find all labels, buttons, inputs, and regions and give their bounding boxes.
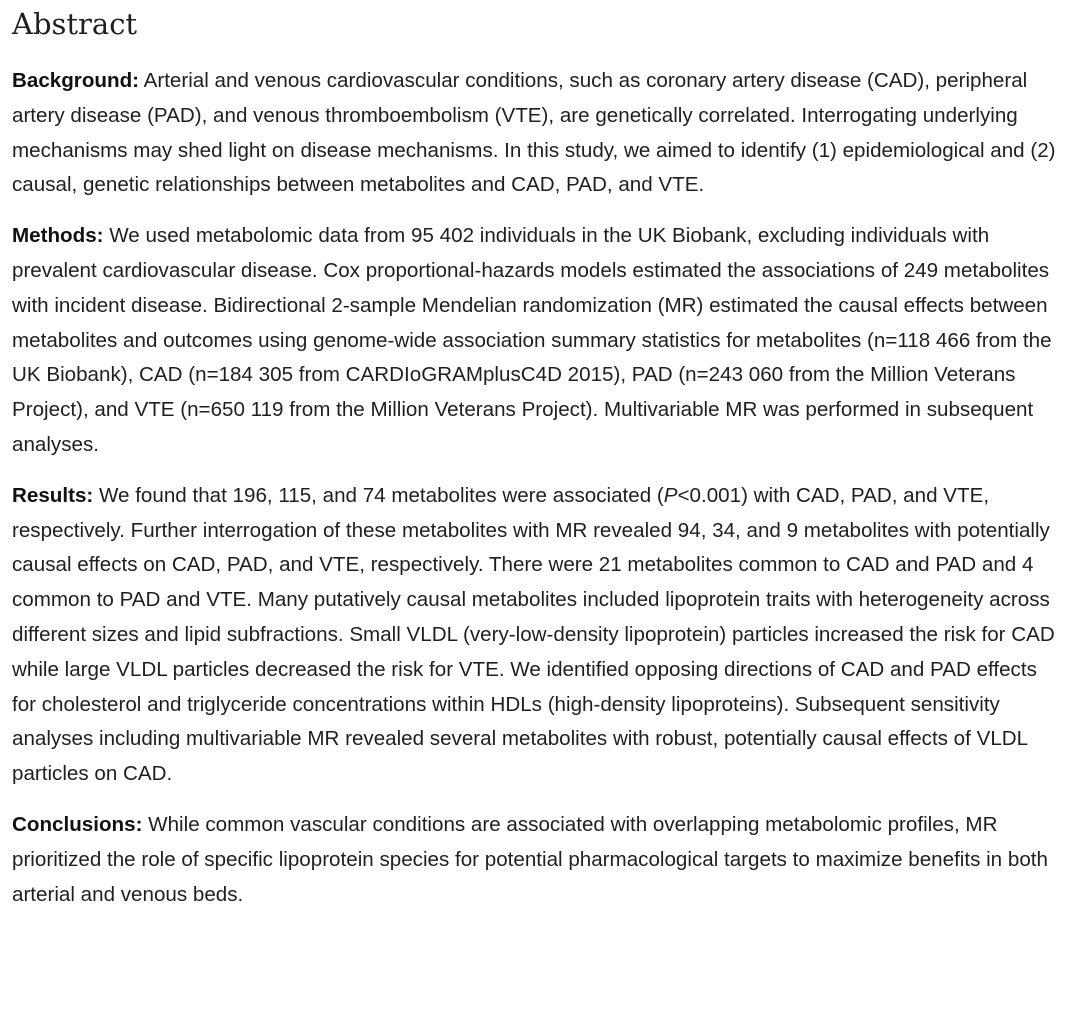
results-text-before: We found that 196, 115, and 74 metabolites were associated ( bbox=[93, 483, 664, 507]
abstract-section bbox=[12, 0, 1062, 928]
conclusions-text: While common vascular conditions are associated with overlapping metabolomic profiles, MR prioritized the role of specific lipoprotein species for potential pharmacological targets to maximize benefits in both arterial and venous beds. bbox=[12, 812, 1048, 906]
background-text: Arterial and venous cardiovascular conditions, such as coronary artery disease (CAD), peripheral artery disease (PAD), and venous thromboembolism (VTE), are genetically correlated. Interrogating underlying mechanisms may shed light on disease mechanisms. In this study, we aimed to identify (1) epidemiological and (2) causal, genetic relationships between metabolites and CAD, PAD, and VTE. bbox=[12, 69, 1056, 197]
results-paragraph bbox=[12, 479, 1062, 792]
background-paragraph bbox=[12, 64, 1062, 203]
methods-paragraph bbox=[12, 219, 1062, 463]
background-label: Background: bbox=[12, 69, 140, 92]
p-value-symbol: P bbox=[663, 483, 678, 507]
conclusions-label: Conclusions: bbox=[12, 812, 143, 836]
results-text-after: <0.001) with CAD, PAD, and VTE, respectively. Further interrogation of these metabolites with MR revealed 94, 34, and 9 metabolites with potentially causal effects on CAD, PAD, and VTE, respectively. There were 21 metabolites common to CAD and PAD and 4 common to PAD and VTE. Many putatively causal metabolites included lipoprotein traits with heterogeneity across different sizes and lipid subfractions. Small VLDL (very-low-density lipoprotein) particles increased the risk for CAD while large VLDL particles decreased the risk for VTE. We identified opposing directions of CAD and PAD effects for cholesterol and triglyceride concentrations within HDLs (high-density lipoproteins). Subsequent sensitivity analyses including multivariable MR revealed several metabolites with robust, potentially causal effects of VLDL particles on CAD. bbox=[12, 483, 1055, 786]
methods-label: Methods: bbox=[12, 224, 104, 248]
conclusions-paragraph bbox=[12, 808, 1062, 912]
methods-text: We used metabolomic data from 95 402 individuals in the UK Biobank, excluding individuals with prevalent cardiovascular disease. Cox proportional-hazards models estimated the associations of 249 metabolites with incident disease. Bidirectional 2-sample Mendelian randomization (MR) estimated the causal effects between metabolites and outcomes using genome-wide association summary statistics for metabolites (n=118 466 from the UK Biobank), CAD (n=184 305 from CARDIoGRAMplusC4D 2015), PAD (n=243 060 from the Million Veterans Project), and VTE (n=650 119 from the Million Veterans Project). Multivariable MR was performed in subsequent analyses. bbox=[12, 224, 1052, 456]
results-label: Results: bbox=[12, 483, 94, 507]
abstract-heading: Abstract bbox=[12, 7, 138, 41]
